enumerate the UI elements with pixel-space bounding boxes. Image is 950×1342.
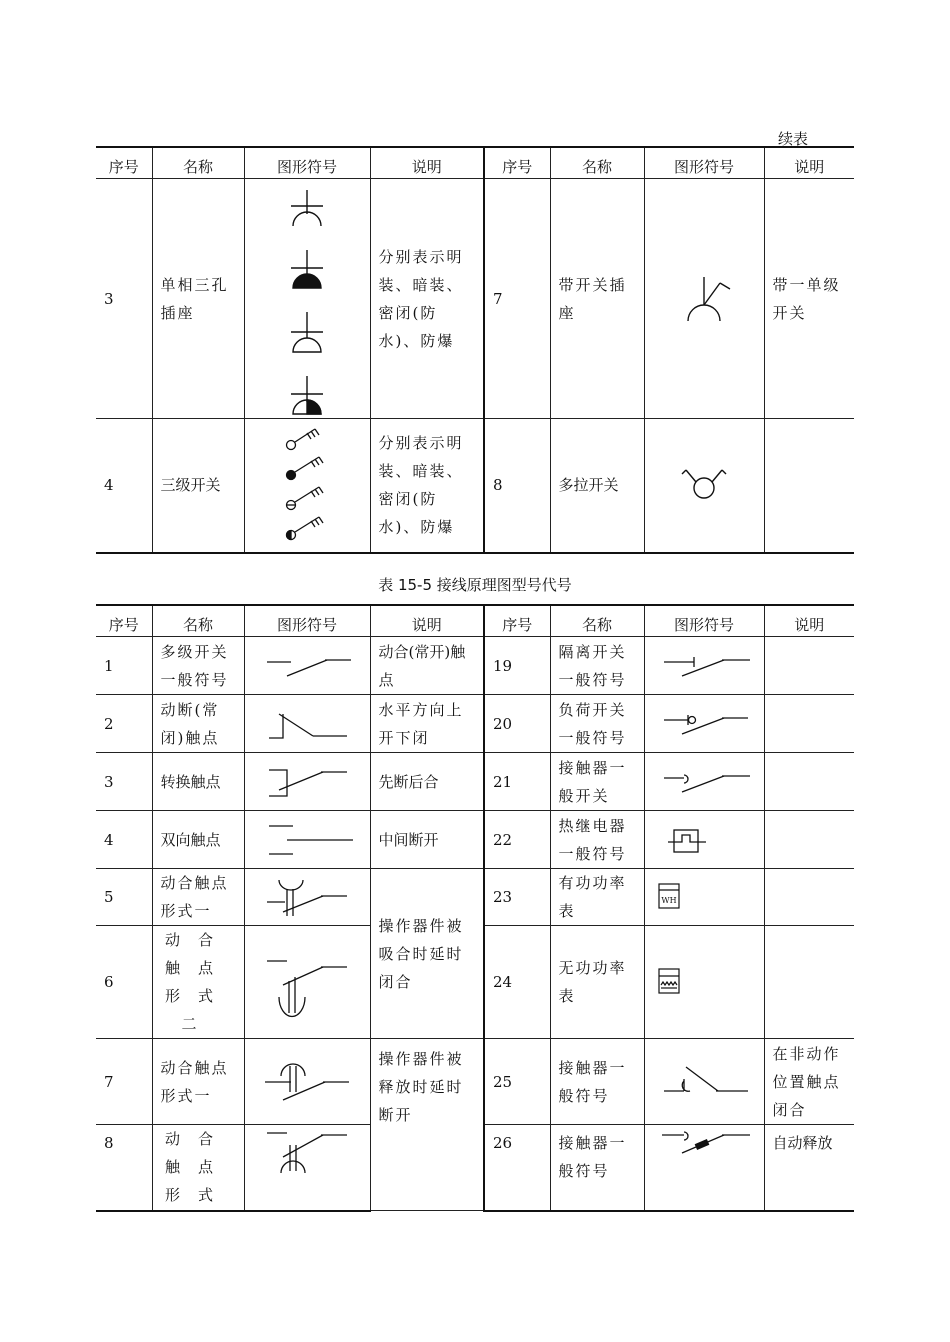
item-name-vertical: 动合触点形式: [164, 1130, 231, 1205]
symbol-cell: [644, 811, 764, 869]
item-name: 动合触点形式一: [152, 1039, 244, 1125]
table-row: [96, 869, 854, 926]
symbol-cell: [244, 1125, 370, 1211]
table-caption: 表 15-5 接线原理图型号代号: [378, 576, 572, 594]
symbol-cell: [244, 926, 370, 1039]
item-name: 多级开关一般符号: [152, 637, 244, 695]
load-switch-symbol: [654, 704, 754, 744]
symbol-cell: [644, 1125, 764, 1211]
symbol-cell: [644, 753, 764, 811]
symbol-cell: [644, 179, 764, 419]
item-description: [764, 419, 854, 553]
col-header: 图形符号: [644, 147, 764, 179]
item-name: 多拉开关: [550, 419, 644, 553]
col-header: 名称: [550, 147, 644, 179]
row-number: 1: [96, 637, 152, 695]
symbol-cell: [644, 869, 764, 926]
table-row: [96, 753, 854, 811]
wattmeter-symbol: [657, 882, 683, 912]
symbol-cell: [244, 419, 370, 553]
item-name: 热继电器一般符号: [550, 811, 644, 869]
contactor-switch-symbol: [654, 762, 754, 802]
symbol-cell: [644, 419, 764, 553]
col-header: 说明: [370, 605, 484, 637]
item-description: 先断后合: [370, 753, 484, 811]
two-way-contact-symbol: [257, 818, 357, 862]
item-name: 动合触点形式一: [152, 869, 244, 926]
item-description: [764, 753, 854, 811]
item-name: 双向触点: [152, 811, 244, 869]
item-name: 动断(常闭)触点: [152, 695, 244, 753]
col-header: 说明: [764, 605, 854, 637]
row-number: 7: [96, 1039, 152, 1125]
item-description: 操作器件被吸合时延时闭合: [370, 869, 484, 1039]
row-number: 23: [484, 869, 550, 926]
item-name: 有功功率表: [550, 869, 644, 926]
item-name: 接触器一般符号: [550, 1039, 644, 1125]
row-number: 4: [96, 419, 152, 553]
col-header: 序号: [484, 147, 550, 179]
item-name: 隔离开关一般符号: [550, 637, 644, 695]
multi-pole-switch-symbol: [257, 646, 357, 686]
symbol-cell: [244, 753, 370, 811]
item-description: [764, 811, 854, 869]
item-name: 转换触点: [152, 753, 244, 811]
row-number: 5: [96, 869, 152, 926]
symbol-cell: [244, 811, 370, 869]
switched-socket-symbol: [674, 269, 734, 329]
symbol-cell: [644, 1039, 764, 1125]
table-row: [96, 179, 854, 419]
item-name: 单相三孔插座: [152, 179, 244, 419]
row-number: 7: [484, 179, 550, 419]
delay-open-contact-symbol-a: [257, 1052, 357, 1112]
item-name: 带开关插座: [550, 179, 644, 419]
item-name: 接触器一般符号: [550, 1125, 644, 1211]
col-header: 序号: [484, 605, 550, 637]
item-description: 自动释放: [764, 1125, 854, 1211]
isolator-symbol: [654, 646, 754, 686]
row-number: 26: [484, 1125, 550, 1211]
row-number: 3: [96, 753, 152, 811]
item-description: [764, 695, 854, 753]
item-name: 三级开关: [152, 419, 244, 553]
thermal-relay-symbol: [654, 820, 754, 860]
table-row: [96, 637, 854, 695]
wh-label: WH: [660, 896, 677, 905]
item-name: [152, 1125, 244, 1211]
item-name-vertical: 动合触点形式二: [164, 931, 231, 1033]
symbol-cell: [644, 926, 764, 1039]
delay-open-contact-symbol-b: [257, 1125, 357, 1185]
row-number: 2: [96, 695, 152, 753]
col-header: 图形符号: [244, 147, 370, 179]
table-row: [96, 811, 854, 869]
wiring-symbol-table: [96, 604, 854, 1212]
item-name: [152, 926, 244, 1039]
item-description: 带一单级开关: [764, 179, 854, 419]
three-pole-switch-symbols: [277, 421, 337, 549]
col-header: 图形符号: [244, 605, 370, 637]
contactor-nc-symbol: [654, 1057, 754, 1107]
item-description: 中间断开: [370, 811, 484, 869]
auto-release-contactor-symbol: [654, 1125, 754, 1165]
row-number: 6: [96, 926, 152, 1039]
item-description: 分别表示明装、暗装、密闭(防水)、防爆: [370, 419, 484, 553]
col-header: 名称: [152, 605, 244, 637]
socket-switch-table: [96, 146, 854, 554]
table-row: [96, 419, 854, 553]
symbol-cell: [244, 1039, 370, 1125]
col-header: 名称: [152, 147, 244, 179]
item-name: 无功功率表: [550, 926, 644, 1039]
item-description: [764, 637, 854, 695]
col-header: 图形符号: [644, 605, 764, 637]
symbol-cell: [244, 637, 370, 695]
col-header: 说明: [370, 147, 484, 179]
delay-close-contact-symbol-b: [257, 937, 357, 1027]
item-description: 在非动作位置触点闭合: [764, 1039, 854, 1125]
symbol-cell: [644, 637, 764, 695]
row-number: 22: [484, 811, 550, 869]
row-number: 19: [484, 637, 550, 695]
pull-switch-symbol: [674, 460, 734, 510]
col-header: 序号: [96, 147, 152, 179]
col-header: 序号: [96, 605, 152, 637]
col-header: 说明: [764, 147, 854, 179]
item-description: 分别表示明装、暗装、密闭(防水)、防爆: [370, 179, 484, 419]
symbol-cell: [244, 869, 370, 926]
table-row: [96, 1039, 854, 1125]
three-hole-socket-symbols: [277, 182, 337, 416]
table-row: [96, 695, 854, 753]
symbol-cell: [244, 695, 370, 753]
item-description: [764, 869, 854, 926]
changeover-contact-symbol: [257, 760, 357, 804]
row-number: 21: [484, 753, 550, 811]
item-name: 负荷开关一般符号: [550, 695, 644, 753]
row-number: 8: [484, 419, 550, 553]
item-description: [764, 926, 854, 1039]
delay-close-contact-symbol-a: [257, 872, 357, 922]
item-description: 操作器件被释放时延时断开: [370, 1039, 484, 1211]
row-number: 24: [484, 926, 550, 1039]
row-number: 20: [484, 695, 550, 753]
item-name: 接触器一般开关: [550, 753, 644, 811]
item-description: 动合(常开)触点: [370, 637, 484, 695]
table-header-row: [96, 147, 854, 179]
row-number: 4: [96, 811, 152, 869]
symbol-cell: [244, 179, 370, 419]
symbol-cell: [644, 695, 764, 753]
row-number: 8: [96, 1125, 152, 1211]
continued-label: 续表: [778, 130, 809, 148]
table-header-row: [96, 605, 854, 637]
col-header: 名称: [550, 605, 644, 637]
nc-contact-symbol: [257, 702, 357, 746]
varmeter-symbol: [657, 967, 683, 997]
row-number: 25: [484, 1039, 550, 1125]
item-description: 水平方向上开下闭: [370, 695, 484, 753]
row-number: 3: [96, 179, 152, 419]
